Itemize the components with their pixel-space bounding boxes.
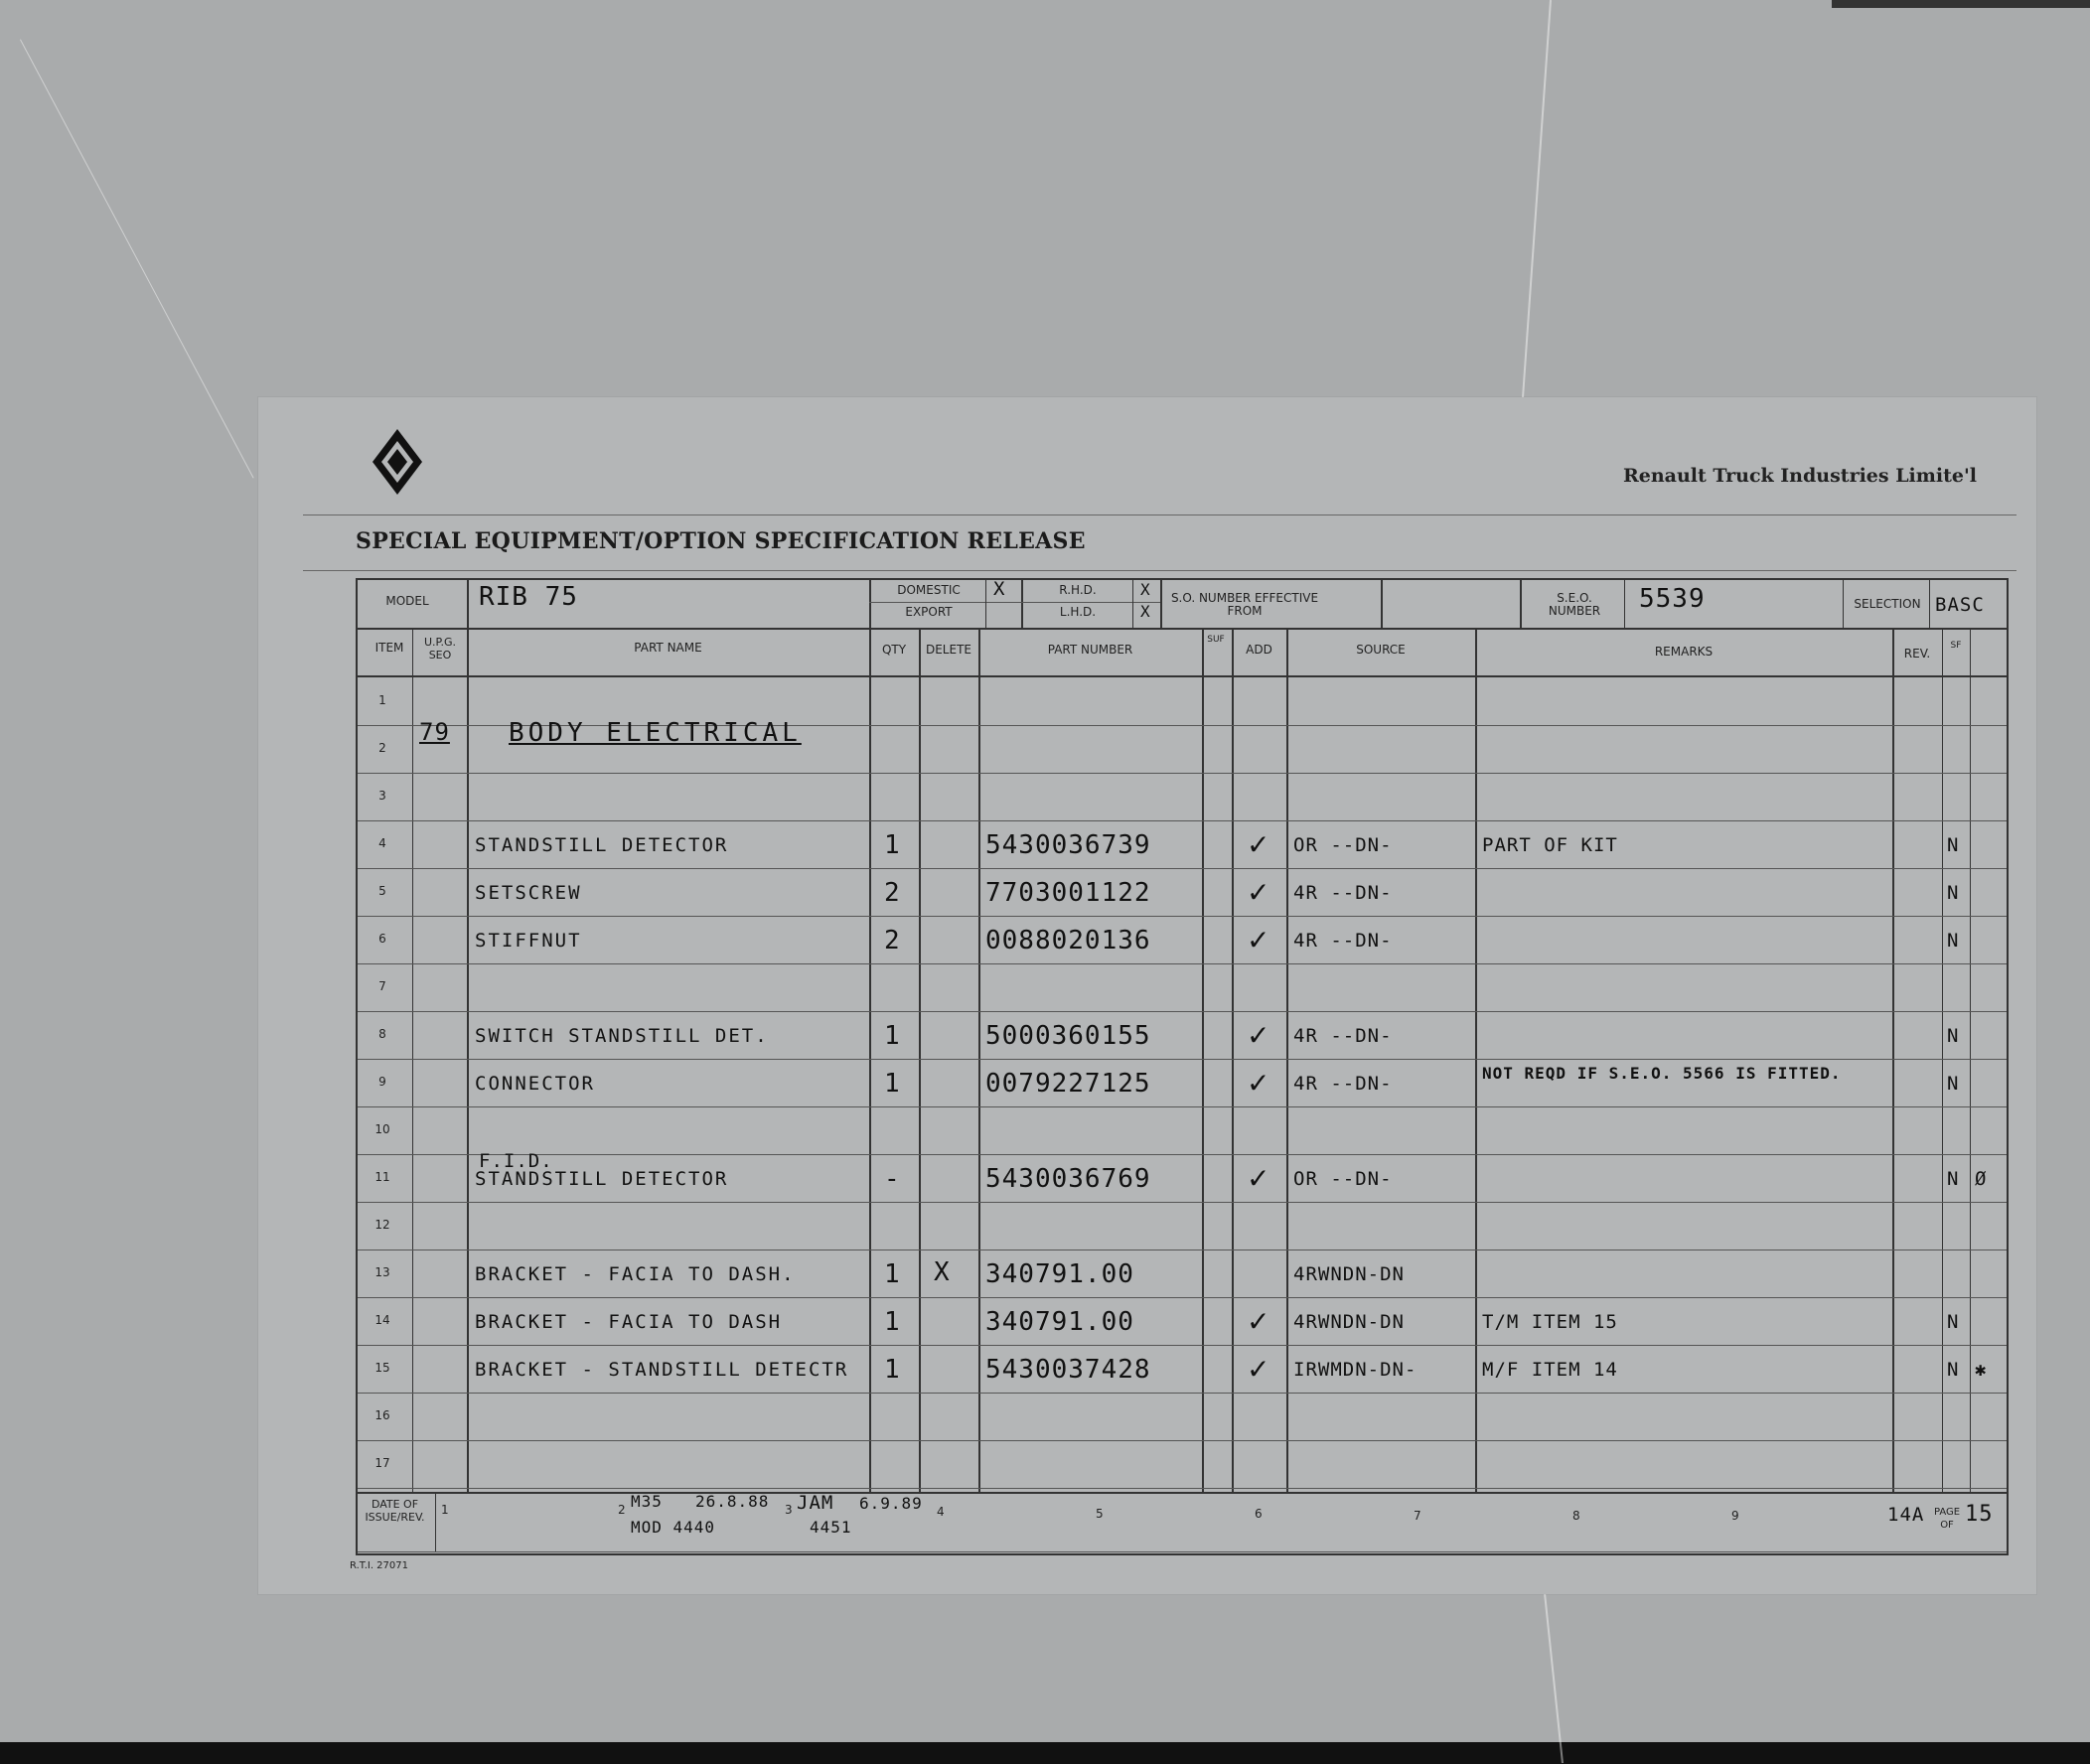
part-name: BRACKET - FACIA TO DASH <box>475 1311 783 1333</box>
revision-mark: N <box>1947 1025 1960 1047</box>
issue-slot-2: 2 <box>618 1503 626 1517</box>
col-part-name: PART NAME <box>634 641 702 655</box>
part-number: 0079227125 <box>985 1069 1151 1099</box>
part-name: SETSCREW <box>475 882 582 904</box>
issue-3-initials: JAM <box>797 1492 834 1514</box>
source: 4R --DN- <box>1293 1073 1393 1095</box>
remarks: T/M ITEM 15 <box>1482 1311 1618 1333</box>
add-check: ✓ <box>1247 1162 1270 1195</box>
revision-mark: N <box>1947 1168 1960 1190</box>
form-title: SPECIAL EQUIPMENT/OPTION SPECIFICATION RELEASE <box>356 528 1086 554</box>
part-number: 5430036769 <box>985 1164 1151 1194</box>
part-name-prefix: F.I.D. <box>479 1150 553 1172</box>
item-number: 10 <box>374 1122 390 1136</box>
part-number: 7703001122 <box>985 878 1151 908</box>
grid-line <box>1942 628 1943 1492</box>
seo-number-value: 5539 <box>1639 584 1706 614</box>
revision-mark: N <box>1947 930 1960 952</box>
item-number: 14 <box>374 1313 390 1327</box>
model-value: RIB 75 <box>479 582 578 612</box>
grid-line <box>358 1551 2007 1552</box>
issue-slot-6: 6 <box>1255 1507 1263 1521</box>
grid-line <box>358 1154 2007 1155</box>
col-source: SOURCE <box>1356 643 1406 657</box>
remarks: NOT REQD IF S.E.O. 5566 IS FITTED. <box>1482 1064 1842 1083</box>
part-name: STIFFNUT <box>475 930 582 952</box>
part-name: STANDSTILL DETECTOR <box>475 834 729 856</box>
issue-3-mod: 4451 <box>810 1518 852 1537</box>
grid-line <box>1929 580 1930 628</box>
col-add: ADD <box>1246 643 1272 657</box>
part-name: SWITCH STANDSTILL DET. <box>475 1025 769 1047</box>
col-delete: DELETE <box>925 643 971 657</box>
grid-line <box>1160 580 1162 628</box>
item-number: 1 <box>378 693 386 707</box>
item-number: 7 <box>378 979 386 993</box>
item-number: 3 <box>378 789 386 803</box>
issue-2-mod: MOD 4440 <box>631 1518 716 1537</box>
item-number: 2 <box>378 741 386 755</box>
grid-line <box>869 602 1023 603</box>
export-label: EXPORT <box>905 605 953 619</box>
part-name: STANDSTILL DETECTOR <box>475 1168 729 1190</box>
item-number: 9 <box>378 1075 386 1089</box>
grid-line <box>985 580 986 628</box>
sf-mark: Ø <box>1975 1168 1988 1190</box>
issue-2-initials: M35 <box>631 1492 663 1511</box>
revision-mark: N <box>1947 1311 1960 1333</box>
domestic-mark: X <box>993 578 1006 600</box>
item-number: 13 <box>374 1265 390 1279</box>
grid-line <box>1381 580 1383 628</box>
item-number: 6 <box>378 932 386 946</box>
section-code: 79 <box>419 718 450 746</box>
grid-line <box>1132 580 1133 628</box>
quantity: 1 <box>884 1355 901 1385</box>
grid-line <box>358 1440 2007 1441</box>
item-number: 16 <box>374 1408 390 1422</box>
grid-line <box>358 1106 2007 1107</box>
issue-slot-1: 1 <box>441 1503 449 1517</box>
source: OR --DN- <box>1293 1168 1393 1190</box>
remarks: M/F ITEM 14 <box>1482 1359 1618 1381</box>
film-border-bottom <box>0 1742 2090 1764</box>
revision-mark: N <box>1947 834 1960 856</box>
grid-line <box>358 1393 2007 1394</box>
source: 4R --DN- <box>1293 1025 1393 1047</box>
part-number: 340791.00 <box>985 1307 1134 1337</box>
add-check: ✓ <box>1247 1019 1270 1052</box>
part-name: BRACKET - STANDSTILL DETECTR <box>475 1359 849 1381</box>
add-check: ✓ <box>1247 828 1270 861</box>
grid-line <box>358 1492 2007 1494</box>
grid-line <box>358 1059 2007 1060</box>
part-number: 5000360155 <box>985 1021 1151 1051</box>
page-number: 14A <box>1887 1504 1925 1526</box>
quantity: 1 <box>884 1307 901 1337</box>
grid-line <box>1286 628 1288 1492</box>
part-number: 340791.00 <box>985 1259 1134 1289</box>
item-number: 5 <box>378 884 386 898</box>
col-rev: REV. <box>1903 647 1931 661</box>
grid-line <box>869 580 871 628</box>
col-suf: SUF <box>1207 635 1225 645</box>
item-number: 15 <box>374 1361 390 1375</box>
grid-line <box>467 628 469 1492</box>
grid-line <box>1202 628 1204 1492</box>
date-of-issue-label: DATE OF ISSUE/REV. <box>365 1498 425 1524</box>
revision-mark: N <box>1947 1073 1960 1095</box>
page-of-label: PAGE OF <box>1933 1507 1961 1531</box>
lhd-mark: X <box>1140 602 1151 621</box>
grid-line <box>1021 580 1023 628</box>
grid-line <box>358 963 2007 964</box>
rhd-label: R.H.D. <box>1059 583 1097 597</box>
selection-value: BASC <box>1935 594 1985 616</box>
grid-line <box>919 628 921 1492</box>
grid-line <box>1892 628 1894 1492</box>
document-sheet <box>258 397 2036 1594</box>
grid-line <box>358 1297 2007 1298</box>
part-number: 5430037428 <box>985 1355 1151 1385</box>
issue-slot-9: 9 <box>1731 1509 1739 1523</box>
specification-form <box>356 578 2009 1555</box>
quantity: 2 <box>884 926 901 956</box>
film-border-top <box>1832 0 2090 8</box>
grid-line <box>1021 602 1160 603</box>
col-upg: U.P.G. SEO <box>424 636 456 662</box>
add-check: ✓ <box>1247 876 1270 909</box>
form-code: R.T.I. 27071 <box>350 1560 408 1571</box>
grid-line <box>1624 580 1625 628</box>
renault-diamond-logo <box>363 427 432 497</box>
quantity: 1 <box>884 1021 901 1051</box>
add-check: ✓ <box>1247 1353 1270 1386</box>
source: 4RWNDN-DN <box>1293 1263 1405 1285</box>
grid-line <box>358 1202 2007 1203</box>
grid-line <box>1520 580 1522 628</box>
issue-slot-7: 7 <box>1414 1509 1421 1523</box>
issue-slot-5: 5 <box>1096 1507 1104 1521</box>
source: 4RWNDN-DN <box>1293 1311 1405 1333</box>
page-total: 15 <box>1965 1502 1994 1527</box>
grid-line <box>1843 580 1844 628</box>
grid-line <box>358 1488 2007 1489</box>
model-label: MODEL <box>385 594 429 608</box>
grid-line <box>358 1345 2007 1346</box>
source: 4R --DN- <box>1293 930 1393 952</box>
grid-line <box>1475 628 1477 1492</box>
item-number: 4 <box>378 836 386 850</box>
part-name: CONNECTOR <box>475 1073 595 1095</box>
source: OR --DN- <box>1293 834 1393 856</box>
item-number: 8 <box>378 1027 386 1041</box>
grid-line <box>1232 628 1234 1492</box>
revision-mark: N <box>1947 882 1960 904</box>
selection-label: SELECTION <box>1854 597 1921 611</box>
quantity: 2 <box>884 878 901 908</box>
grid-line <box>1970 628 1971 1492</box>
sf-mark: ✱ <box>1975 1359 1988 1381</box>
grid-line <box>412 628 413 1492</box>
part-name: BRACKET - FACIA TO DASH. <box>475 1263 796 1285</box>
col-part-number: PART NUMBER <box>1047 643 1133 657</box>
grid-line <box>467 580 469 628</box>
issue-3-date: 6.9.89 <box>859 1494 923 1513</box>
source: 4R --DN- <box>1293 882 1393 904</box>
source: IRWMDN-DN- <box>1293 1359 1418 1381</box>
grid-line <box>358 628 2007 630</box>
divider <box>303 514 2016 515</box>
delete-mark: X <box>934 1257 951 1287</box>
revision-mark: N <box>1947 1359 1960 1381</box>
part-number: 0088020136 <box>985 926 1151 956</box>
quantity: - <box>884 1164 901 1194</box>
issue-slot-4: 4 <box>937 1505 945 1519</box>
section-title: BODY ELECTRICAL <box>509 718 802 748</box>
col-remarks: REMARKS <box>1654 645 1714 659</box>
item-number: 11 <box>374 1170 390 1184</box>
add-check: ✓ <box>1247 924 1270 956</box>
add-check: ✓ <box>1247 1305 1270 1338</box>
remarks: PART OF KIT <box>1482 834 1618 856</box>
film-scratch <box>20 40 254 479</box>
seo-number-label: S.E.O. NUMBER <box>1548 591 1601 618</box>
col-sf: SF <box>1950 641 1962 651</box>
add-check: ✓ <box>1247 1067 1270 1100</box>
issue-2-date: 26.8.88 <box>695 1492 770 1511</box>
quantity: 1 <box>884 1069 901 1099</box>
issue-slot-3: 3 <box>785 1503 793 1517</box>
grid-line <box>978 628 980 1492</box>
grid-line <box>358 820 2007 821</box>
divider <box>303 570 2016 571</box>
grid-line <box>869 628 871 1492</box>
rhd-mark: X <box>1140 580 1151 599</box>
lhd-label: L.H.D. <box>1059 605 1097 619</box>
col-qty: QTY <box>881 643 907 657</box>
grid-line <box>358 773 2007 774</box>
grid-line <box>358 916 2007 917</box>
grid-line <box>358 675 2007 677</box>
grid-line <box>435 1492 436 1551</box>
item-number: 17 <box>374 1456 390 1470</box>
col-item: ITEM <box>374 641 404 655</box>
grid-line <box>358 868 2007 869</box>
domestic-label: DOMESTIC <box>897 583 961 597</box>
company-name: Renault Truck Industries Limite'l <box>1622 465 1977 487</box>
part-number: 5430036739 <box>985 830 1151 860</box>
quantity: 1 <box>884 1259 901 1289</box>
item-number: 12 <box>374 1218 390 1232</box>
issue-slot-8: 8 <box>1572 1509 1580 1523</box>
so-number-label: S.O. NUMBER EFFECTIVE FROM <box>1170 591 1319 618</box>
grid-line <box>358 1011 2007 1012</box>
quantity: 1 <box>884 830 901 860</box>
